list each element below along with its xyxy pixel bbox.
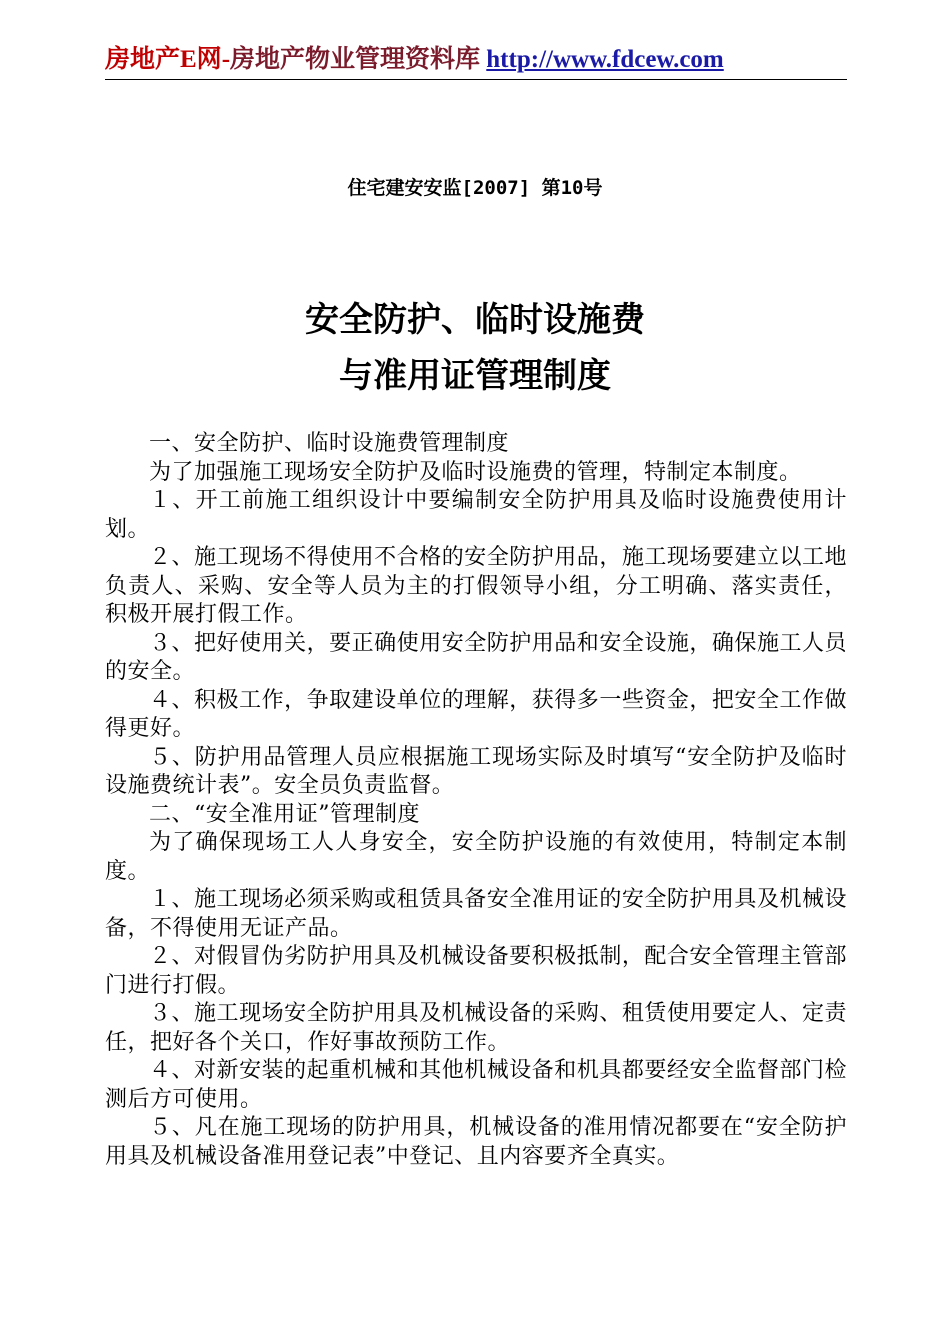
site-url-link[interactable]: http://www.fdcew.com [486, 46, 724, 73]
list-item: ２、对假冒伪劣防护用具及机械设备要积极抵制，配合安全管理主管部门进行打假。 [105, 944, 847, 998]
site-library-name: 房地产物业管理资料库 [230, 46, 481, 73]
header-separator: - [221, 46, 231, 73]
list-item: ２、施工现场不得使用不合格的安全防护用品，施工现场要建立以工地负责人、采购、安全等人员为主的打假领导小组，分工明确、落实责任，积极开展打假工作。 [105, 545, 847, 627]
document-title-line-2: 与准用证管理制度 [339, 356, 611, 396]
document-title-line-1: 安全防护、临时设施费 [305, 300, 645, 340]
site-header [105, 40, 847, 80]
list-item: ５、防护用品管理人员应根据施工现场实际及时填写“安全防护及临时设施费统计表”。安全员负责监督。 [105, 744, 847, 798]
list-item: ５、凡在施工现场的防护用具，机械设备的准用情况都要在“安全防护用具及机械设备准用登记表”中登记、且内容要齐全真实。 [105, 1115, 847, 1169]
list-item: １、施工现场必须采购或租赁具备安全准用证的安全防护用具及机械设备，不得使用无证产品。 [105, 887, 847, 941]
document-body [105, 430, 847, 1171]
document-number: 住宅建安安监[2007] 第10号 [347, 177, 603, 199]
paragraph: 为了确保现场工人人身安全，安全防护设施的有效使用，特制定本制度。 [105, 830, 847, 884]
list-item: ３、把好使用关，要正确使用安全防护用品和安全设施，确保施工人员的安全。 [105, 630, 847, 684]
list-item: ４、积极工作，争取建设单位的理解，获得多一些资金，把安全工作做得更好。 [105, 687, 847, 741]
paragraph: 为了加强施工现场安全防护及临时设施费的管理，特制定本制度。 [149, 459, 802, 485]
list-item: １、开工前施工组织设计中要编制安全防护用具及临时设施费使用计划。 [105, 488, 847, 542]
site-brand: 房地产E网 [105, 46, 222, 73]
section-heading: 一、安全防护、临时设施费管理制度 [149, 431, 510, 456]
list-item: ４、对新安装的起重机械和其他机械设备和机具都要经安全监督部门检测后方可使用。 [105, 1058, 847, 1112]
list-item: ３、施工现场安全防护用具及机械设备的采购、租赁使用要定人、定责任，把好各个关口，作好事故预防工作。 [105, 1001, 847, 1055]
section-heading: 二、“安全准用证”管理制度 [149, 801, 420, 827]
